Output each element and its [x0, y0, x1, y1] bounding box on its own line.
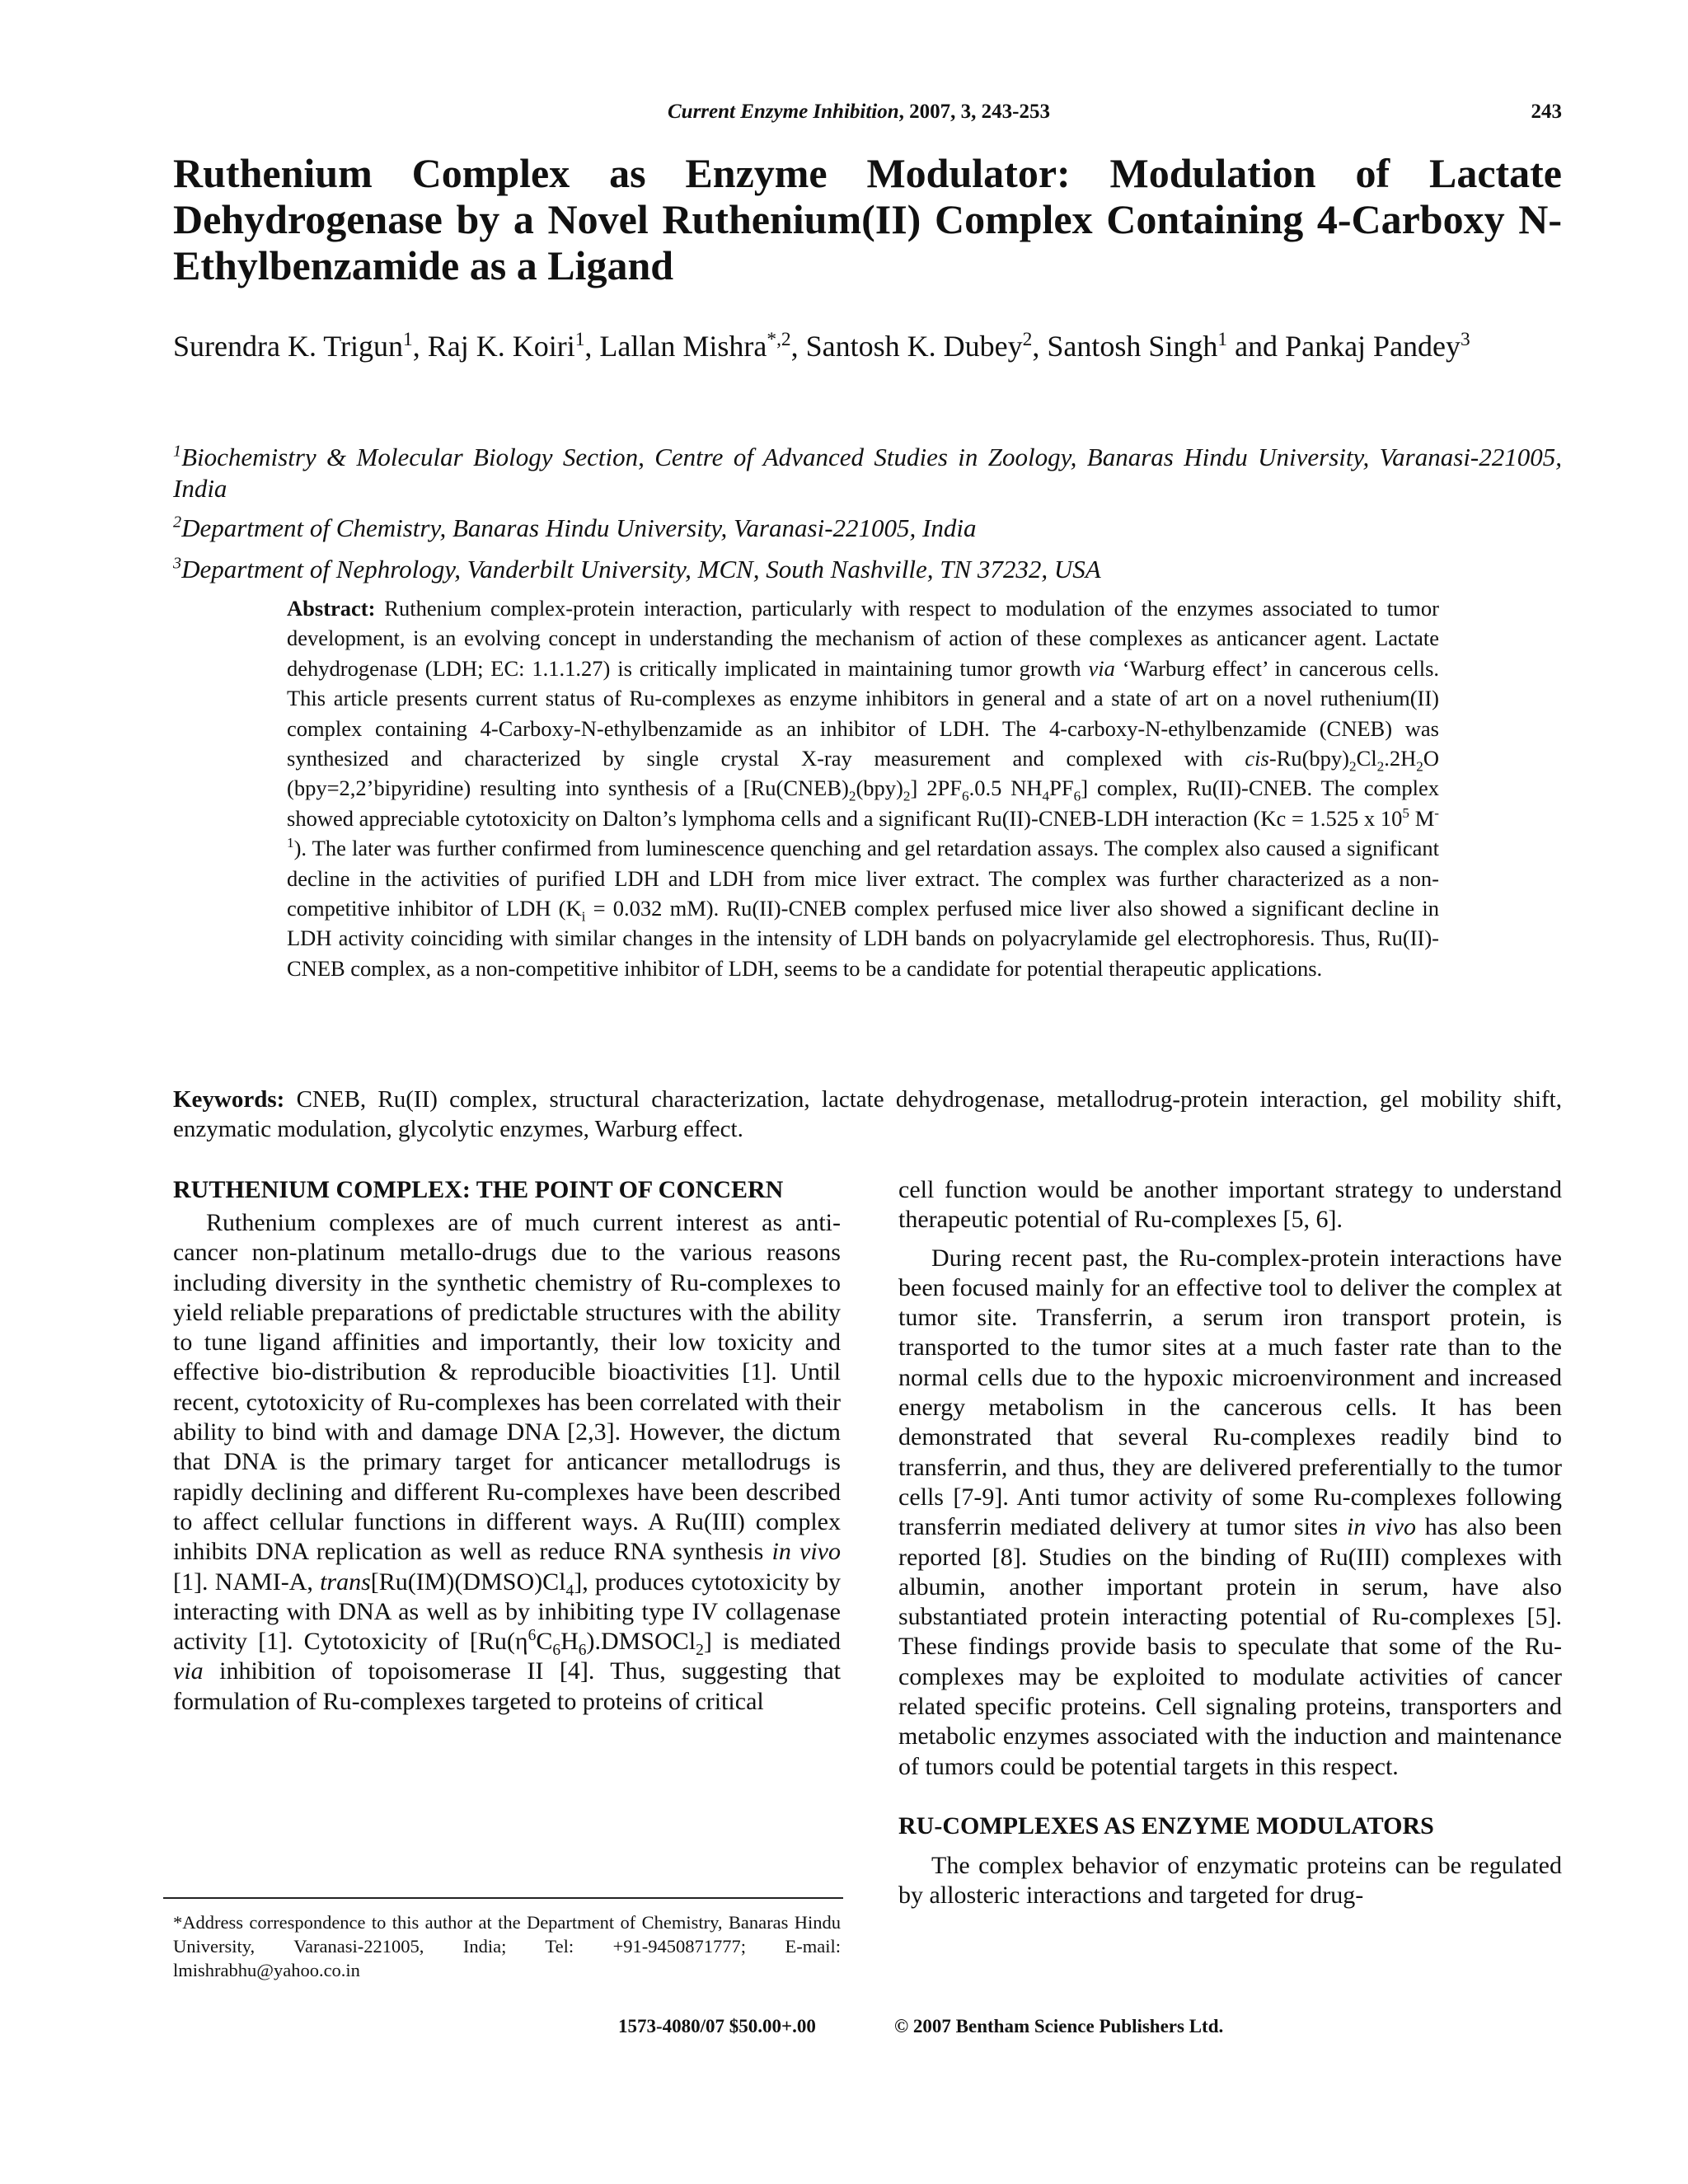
abstract-label: Abstract:: [287, 596, 376, 621]
section-heading-enzyme-modulators: RU-COMPLEXES AS ENZYME MODULATORS: [898, 1811, 1434, 1840]
author: Surendra K. Trigun$^1$,: [173, 329, 428, 363]
affiliation-3: $^3$Department of Nephrology, Vanderbilt University, MCN, South Nashville, TN 37232, USA: [173, 554, 1101, 583]
author: Raj K. Koiri$^1$,: [427, 329, 600, 363]
journal-volume-info: , 2007, 3, 243-253: [898, 101, 1050, 123]
abstract: Abstract: Ruthenium complex-protein interaction, particularly with respect to modulation of the enzymes associated to tumor development, is an evolving concept in understanding the mechanism of action of these complexes as anticancer agent. Lactate dehydrogenase (LDH; EC: 1.1.1.27) is critically implicated in maintaining tumor growth via ‘Warburg effect’ in cancerous cells. This article presents current status of Ru-complexes as enzyme inhibitors in general and a state of art on a novel ruthenium(II) complex containing 4-Carboxy-N-ethylbenzamide as an inhibitor of LDH. The 4-carboxy-N-ethylbenzamide (CNEB) was synthesized and characterized by single crystal X-ray measurement and complexed with cis-$Ru(bpy)_2Cl_2.2H_2O$ (bpy=2,2’bipyridine) resulting into synthesis of a $[Ru(CNEB)_2(bpy)_2]$ $2PF_6.0.5$ $NH_4PF_6$] complex, Ru(II)-CNEB. The complex showed appreciable cytotoxicity on Dalton’s lymphoma cells and a significant Ru(II)-CNEB-LDH interaction (Kc = 1.525 x $10^5$ $M^{-1}$). The later was further confirmed from luminescence quenching and gel retardation assays. The complex also caused a significant decline in the activities of purified LDH and LDH from mice liver extract. The complex was further characterized as a non-competitive inhibitor of LDH ($K_i = 0.032$ mM). Ru(II)-CNEB complex perfused mice liver also showed a significant decline in LDH activity coinciding with similar changes in the intensity of LDH bands on polyacrylamide gel electrophoresis. Thus, Ru(II)-CNEB complex, as a non-competitive inhibitor of LDH, seems to be a candidate for potential therapeutic applications.: [287, 596, 1440, 981]
journal-name: Current Enzyme Inhibition, 2007, 3, 243-253: [668, 101, 1050, 123]
author: Lallan Mishra$^{*,2}$,: [599, 329, 806, 363]
body-paragraph: During recent past, the Ru-complex-protein interactions have been focused mainly for an effective tool to deliver the complex at tumor site. Transferrin, a serum iron transport protein, is transported to the tumor sites at a much faster rate than to the normal cells due to the hypoxic microenvironment and increased energy metabolism in the cancerous cells. It has been demonstrated that several Ru-complexes readily bind to transferrin, and thus, they are delivered preferentially to the tumor cells [7-9]. Anti tumor activity of some Ru-complexes following transferrin mediated delivery at tumor sites in vivo has also been reported [8]. Studies on the binding of Ru(III) complexes with albumin, another important protein in serum, have also substantiated protein interacting potential of Ru-complexes [5]. These findings provide basis to speculate that some of the Ru-complexes may be exploited to modulate activities of cancer related specific proteins. Cell signaling proteins, transporters and metabolic enzymes associated with the induction and maintenance of tumors could be potential targets in this respect.: [898, 1244, 1562, 1780]
affiliation-2: $^2$Department of Chemistry, Banaras Hindu University, Varanasi-221005, India: [173, 513, 977, 542]
issn-price: 1573-4080/07 $50.00+.00: [618, 2016, 816, 2036]
affiliation-1: $^1$Biochemistry & Molecular Biology Section, Centre of Advanced Studies in Zoology, Banaras Hindu University, Varanasi-221005, India: [173, 442, 1562, 503]
correspondence-footnote: *Address correspondence to this author at the Department of Chemistry, Banaras Hindu University, Varanasi-221005, India; Tel: +91-9450871777; E-mail: lmishrabhu@yahoo.co.in: [173, 1912, 841, 1980]
body-paragraph: Ruthenium complexes are of much current interest as anti-cancer non-platinum metallo-drugs due to the various reasons including diversity in the synthetic chemistry of Ru-complexes to yield reliable preparations of predictable structures with the ability to tune ligand affinities and importantly, their low toxicity and effective bio-distribution & reproducible bioactivities [1]. Until recent, cytotoxicity of Ru-complexes has been correlated with their ability to bind with and damage DNA [2,3]. However, the dictum that DNA is the primary target for anticancer metallodrugs is rapidly declining and different Ru-complexes have been described to affect cellular functions in different ways. A Ru(III) complex inhibits DNA replication as well as reduce RNA synthesis in vivo [1]. NAMI-A, $trans[Ru(IM)(DMSO)Cl_4]$, produces cytotoxicity by interacting with DNA as well as by inhibiting type IV collagenase activity [1]. Cytotoxicity of $[Ru(\eta^6C_6H_6).DMSOCl_2]$ is mediated via inhibition of topoisomerase II [4]. Thus, suggesting that formulation of Ru-complexes targeted to proteins of critical: [173, 1209, 841, 1715]
keywords: Keywords: CNEB, Ru(II) complex, structural characterization, lactate dehydrogenase, metallodrug-protein interaction, gel mobility shift, enzymatic modulation, glycolytic enzymes, Warburg effect.: [173, 1086, 1562, 1142]
page-number: 243: [1531, 101, 1562, 123]
footnote-divider: [163, 1897, 843, 1899]
right-column: [898, 1175, 1562, 1911]
body-paragraph: cell function would be another important strategy to understand therapeutic potential of Ru-complexes [5, 6].: [898, 1176, 1562, 1234]
left-column: [173, 1175, 841, 1717]
article-title: Ruthenium Complex as Enzyme Modulator: Modulation of Lactate Dehydrogenase by a Novel Ruthenium(II) Complex Containing 4-Carboxy N-Ethylbenzamide as a Ligand: [173, 150, 1562, 288]
author: Santosh K. Dubey$^2$,: [805, 329, 1048, 363]
author: Santosh Singh$^1$ and: [1047, 329, 1286, 363]
author-list: [173, 326, 1562, 367]
copyright: © 2007 Bentham Science Publishers Ltd.: [894, 2016, 1224, 2036]
author: Pankaj Pandey$^3$: [1285, 329, 1470, 363]
body-paragraph: The complex behavior of enzymatic proteins can be regulated by allosteric interactions and targeted for drug-: [898, 1851, 1562, 1910]
section-heading-point-of-concern: RUTHENIUM COMPLEX: THE POINT OF CONCERN: [173, 1176, 784, 1203]
keywords-label: Keywords:: [173, 1086, 285, 1113]
